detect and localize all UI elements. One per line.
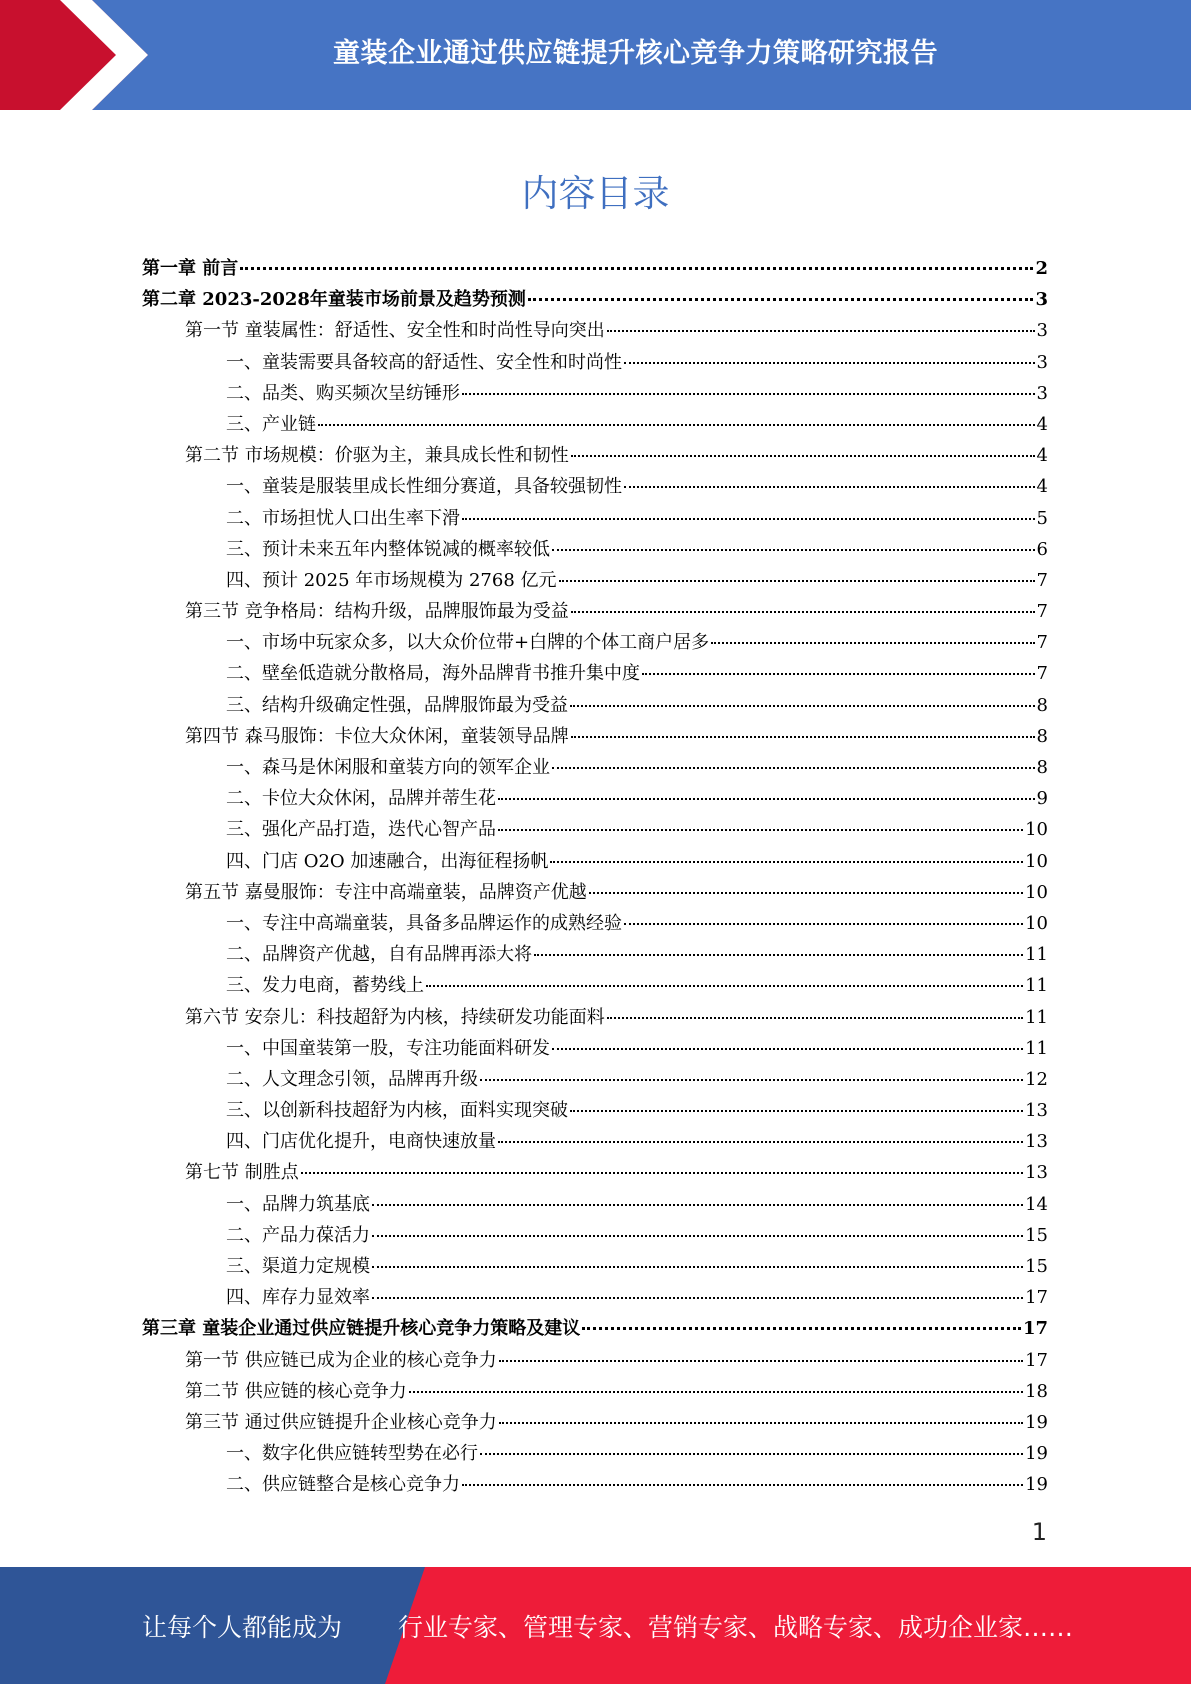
toc-entry-title: 第五节 嘉曼服饰：专注中高端童装，品牌资产优越: [185, 881, 587, 903]
toc-entry[interactable]: [142, 690, 1048, 721]
toc-entry-title: 四、预计 2025 年市场规模为 2768 亿元: [226, 569, 557, 591]
toc-entry-page: 9: [1036, 788, 1048, 810]
toc-dot-leader: [462, 517, 1035, 520]
toc-entry-title: 二、产品力葆活力: [226, 1224, 370, 1246]
toc-dot-leader: [624, 485, 1035, 488]
toc-entry-title: 三、预计未来五年内整体锐减的概率较低: [226, 538, 550, 560]
toc-entry[interactable]: [142, 1407, 1048, 1438]
toc-entry[interactable]: [142, 970, 1048, 1001]
toc-entry-title: 第二节 供应链的核心竞争力: [185, 1380, 407, 1402]
toc-entry-page: 5: [1036, 507, 1048, 529]
toc-entry-title: 第二节 市场规模：价驱为主，兼具成长性和韧性: [185, 445, 569, 467]
toc-entry-page: 17: [1022, 1318, 1048, 1340]
toc-dot-leader: [498, 797, 1035, 800]
toc-dot-leader: [426, 984, 1023, 987]
toc-entry-page: 17: [1025, 1349, 1048, 1371]
toc-dot-leader: [570, 1109, 1023, 1112]
toc-entry-title: 第三节 通过供应链提升企业核心竞争力: [185, 1411, 497, 1433]
toc-entry[interactable]: [142, 1251, 1048, 1282]
toc-entry-page: 4: [1036, 476, 1048, 498]
toc-dot-leader: [498, 1140, 1023, 1143]
toc-entry[interactable]: [142, 721, 1048, 752]
toc-dot-leader: [528, 297, 1034, 301]
toc-entry-page: 8: [1036, 694, 1048, 716]
toc-entry-title: 一、森马是休闲服和童装方向的领军企业: [226, 757, 550, 778]
toc-entry[interactable]: [142, 503, 1048, 534]
toc-dot-leader: [301, 1171, 1023, 1174]
toc-entry-page: 4: [1036, 413, 1048, 435]
toc-entry-page: 13: [1025, 1131, 1048, 1153]
toc-entry-title: 一、童装需要具备较高的舒适性、安全性和时尚性: [226, 351, 622, 373]
toc-entry[interactable]: [142, 440, 1048, 471]
toc-entry-page: 11: [1025, 1006, 1048, 1028]
toc-dot-leader: [624, 361, 1035, 364]
toc-entry-title: 三、结构升级确定性强，品牌服饰最为受益: [226, 694, 568, 716]
toc-entry[interactable]: [142, 1282, 1048, 1313]
toc-entry[interactable]: [142, 284, 1048, 315]
toc-dot-leader: [642, 672, 1035, 675]
toc-entry-title: 第一章 前言: [142, 258, 239, 279]
toc-entry-page: 11: [1025, 1037, 1048, 1059]
toc-entry[interactable]: [142, 658, 1048, 689]
toc-entry[interactable]: [142, 1220, 1048, 1251]
toc-entry-page: 11: [1025, 975, 1048, 997]
toc-dot-leader: [607, 329, 1035, 332]
toc-entry-title: 四、库存力显效率: [226, 1287, 370, 1309]
toc-entry[interactable]: [142, 1189, 1048, 1220]
toc-dot-leader: [571, 735, 1035, 738]
toc-entry[interactable]: [142, 596, 1048, 627]
toc-entry[interactable]: [142, 877, 1048, 908]
report-title: 童装企业通过供应链提升核心竞争力策略研究报告: [333, 37, 938, 69]
header-arrow-logo: [0, 0, 160, 110]
toc-entry-page: 6: [1036, 538, 1048, 560]
toc-entry[interactable]: [142, 1345, 1048, 1376]
toc-entry-title: 三、以创新科技超舒为内核，面料实现突破: [226, 1100, 568, 1122]
toc-entry-title: 一、中国童装第一股，专注功能面料研发: [226, 1037, 550, 1059]
toc-dot-leader: [571, 610, 1035, 613]
toc-entry-title: 一、品牌力筑基底: [226, 1193, 370, 1215]
toc-entry-title: 第一节 供应链已成为企业的核心竞争力: [185, 1349, 497, 1371]
toc-entry[interactable]: [142, 939, 1048, 970]
toc-entry[interactable]: [142, 534, 1048, 565]
toc-entry-title: 二、人文理念引领，品牌再升级: [226, 1068, 478, 1090]
toc-entry-title: 三、强化产品打造，迭代心智产品: [226, 819, 496, 841]
toc-entry-title: 三、渠道力定规模: [226, 1256, 370, 1277]
page-footer: [0, 1567, 1191, 1684]
toc-entry[interactable]: [142, 1126, 1048, 1157]
toc-entry-title: 二、卡位大众休闲，品牌并蒂生花: [226, 788, 496, 810]
toc-dot-leader: [552, 766, 1035, 769]
toc-dot-leader: [480, 1452, 1023, 1455]
toc-entry[interactable]: [142, 1095, 1048, 1126]
toc-dot-leader: [571, 454, 1035, 457]
toc-entry-page: 3: [1036, 351, 1048, 373]
toc-entry[interactable]: [142, 1313, 1048, 1344]
toc-entry[interactable]: [142, 1438, 1048, 1469]
toc-dot-leader: [498, 828, 1023, 831]
toc-entry-page: 3: [1036, 382, 1048, 404]
toc-dot-leader: [559, 579, 1035, 582]
toc-dot-leader: [711, 641, 1034, 644]
toc-entry-title: 二、供应链整合是核心竞争力: [226, 1474, 460, 1496]
toc-dot-leader: [552, 1047, 1023, 1050]
toc-entry-page: 8: [1036, 757, 1048, 778]
toc-entry[interactable]: [142, 783, 1048, 814]
toc-entry-page: 7: [1036, 569, 1048, 591]
toc-entry-page: 19: [1025, 1443, 1048, 1465]
toc-entry[interactable]: [142, 347, 1048, 378]
toc-entry-page: 7: [1036, 601, 1048, 623]
toc-entry-page: 11: [1025, 944, 1048, 966]
toc-entry[interactable]: [142, 1002, 1048, 1033]
toc-dot-leader: [589, 891, 1023, 894]
toc-dot-leader: [534, 953, 1023, 956]
toc-entry-title: 第一节 童装属性：舒适性、安全性和时尚性导向突出: [185, 320, 605, 342]
toc-entry-page: 10: [1025, 819, 1048, 841]
toc-entry-title: 二、市场担忧人口出生率下滑: [226, 507, 460, 529]
toc-entry-page: 18: [1025, 1380, 1048, 1402]
toc-dot-leader: [582, 1326, 1021, 1330]
toc-dot-leader: [409, 1390, 1023, 1393]
toc-dot-leader: [372, 1265, 1023, 1268]
toc-entry-page: 2: [1035, 258, 1048, 279]
toc-entry-page: 10: [1025, 912, 1048, 934]
toc-entry-page: 19: [1025, 1474, 1048, 1496]
toc-entry-title: 一、市场中玩家众多，以大众价位带+白牌的个体工商户居多: [226, 632, 710, 654]
toc-dot-leader: [372, 1234, 1023, 1237]
toc-dot-leader: [570, 704, 1035, 707]
toc-dot-leader: [499, 1421, 1023, 1424]
toc-dot-leader: [372, 1296, 1023, 1299]
toc-entry-page: 12: [1025, 1068, 1048, 1090]
toc-entry[interactable]: [142, 1469, 1048, 1500]
page-header: [0, 0, 1191, 110]
toc-dot-leader: [552, 548, 1035, 551]
toc-entry[interactable]: [142, 471, 1048, 502]
toc-entry-page: 13: [1025, 1162, 1048, 1184]
toc-entry-page: 17: [1025, 1287, 1048, 1309]
toc-entry-title: 二、壁垒低造就分散格局，海外品牌背书推升集中度: [226, 663, 640, 685]
toc-entry-title: 第三节 竞争格局：结构升级，品牌服饰最为受益: [185, 601, 569, 623]
toc-entry-title: 二、品类、购买频次呈纺锤形: [226, 382, 460, 404]
toc-entry[interactable]: [142, 627, 1048, 658]
toc-entry-page: 15: [1025, 1224, 1048, 1246]
toc-entry-title: 第七节 制胜点: [185, 1162, 299, 1184]
toc-entry-page: 10: [1025, 850, 1048, 872]
table-of-contents: [142, 253, 1048, 1501]
toc-entry[interactable]: [142, 253, 1048, 284]
toc-dot-leader: [372, 1203, 1023, 1206]
toc-entry-page: 7: [1036, 663, 1048, 685]
toc-entry-page: 19: [1025, 1411, 1048, 1433]
toc-dot-leader: [607, 1016, 1023, 1019]
toc-entry[interactable]: [142, 378, 1048, 409]
toc-entry-title: 第六节 安奈儿：科技超舒为内核，持续研发功能面料: [185, 1006, 605, 1028]
toc-dot-leader: [499, 1359, 1023, 1362]
toc-entry-page: 8: [1036, 725, 1048, 747]
toc-entry-title: 第二章 2023-2028年童装市场前景及趋势预测: [142, 289, 526, 311]
toc-dot-leader: [462, 392, 1035, 395]
page-number: 1: [1031, 1518, 1047, 1546]
toc-dot-leader: [318, 423, 1035, 426]
toc-entry[interactable]: [142, 1157, 1048, 1188]
toc-entry[interactable]: [142, 846, 1048, 877]
toc-heading: 内容目录: [521, 172, 670, 215]
toc-entry-title: 四、门店 O2O 加速融合，出海征程扬帆: [226, 850, 549, 872]
toc-dot-leader: [624, 922, 1023, 925]
toc-entry[interactable]: [142, 1376, 1048, 1407]
toc-entry[interactable]: [142, 1033, 1048, 1064]
toc-entry-title: 第三章 童装企业通过供应链提升核心竞争力策略及建议: [142, 1318, 581, 1340]
toc-entry[interactable]: [142, 752, 1048, 783]
toc-entry[interactable]: [142, 409, 1048, 440]
toc-entry[interactable]: [142, 814, 1048, 845]
toc-entry[interactable]: [142, 1064, 1048, 1095]
toc-entry-title: 一、童装是服装里成长性细分赛道，具备较强韧性: [226, 476, 622, 498]
toc-entry-title: 第四节 森马服饰：卡位大众休闲，童装领导品牌: [185, 725, 569, 747]
toc-entry-title: 一、数字化供应链转型势在必行: [226, 1443, 478, 1465]
toc-dot-leader: [480, 1078, 1023, 1081]
toc-entry-page: 10: [1025, 881, 1048, 903]
toc-entry-title: 三、发力电商，蓄势线上: [226, 975, 424, 997]
footer-slogan-left: 让每个人都能成为: [142, 1612, 343, 1642]
toc-entry-title: 四、门店优化提升，电商快速放量: [226, 1131, 496, 1153]
toc-entry-page: 3: [1035, 289, 1048, 311]
footer-slogan-right: 行业专家、管理专家、营销专家、战略专家、成功企业家……: [398, 1612, 1074, 1642]
toc-dot-leader: [240, 266, 1033, 270]
toc-dot-leader: [550, 860, 1023, 863]
toc-entry[interactable]: [142, 315, 1048, 346]
toc-entry-page: 7: [1036, 632, 1048, 654]
toc-entry-title: 三、产业链: [226, 413, 316, 435]
toc-dot-leader: [462, 1483, 1023, 1486]
toc-entry-page: 13: [1025, 1100, 1048, 1122]
toc-entry[interactable]: [142, 565, 1048, 596]
toc-entry-page: 14: [1025, 1193, 1048, 1215]
toc-entry-page: 4: [1036, 445, 1048, 467]
toc-entry-title: 二、品牌资产优越，自有品牌再添大将: [226, 944, 532, 966]
toc-entry-page: 3: [1036, 320, 1048, 342]
toc-entry-page: 15: [1025, 1256, 1048, 1277]
toc-entry[interactable]: [142, 908, 1048, 939]
toc-entry-title: 一、专注中高端童装，具备多品牌运作的成熟经验: [226, 912, 622, 934]
